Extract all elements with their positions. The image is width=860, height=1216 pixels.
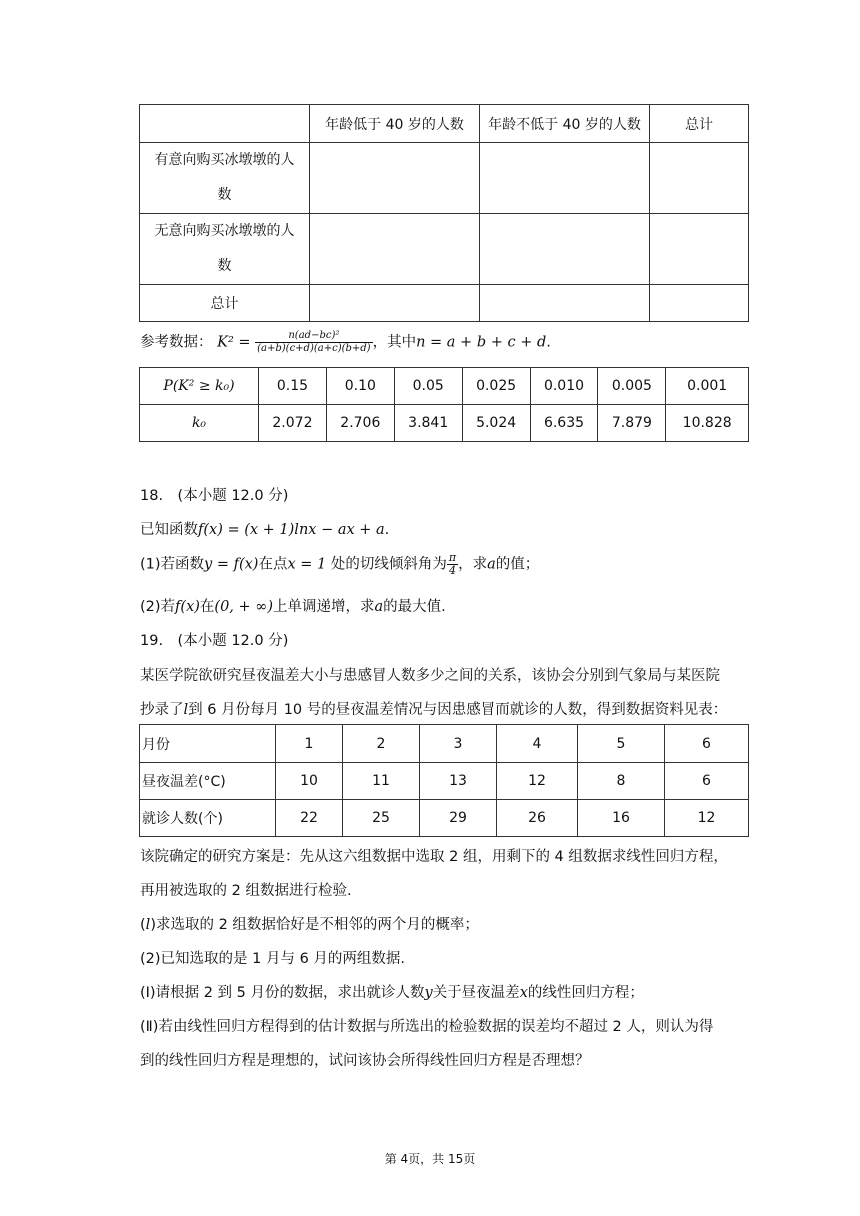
intent-table-row-label: 总计 [140,285,310,322]
page-footer: 第 4页，共 15页 [384,1152,476,1166]
q19-p2i-math: x [519,985,528,1001]
fraction-numerator: n(ad−bc)² [255,330,372,343]
q19-part2-ii-line2: 到的线性回归方程是理想的，试问该协会所得线性回归方程是否理想？ [140,1053,590,1069]
q19-p1-text: )求选取的 2 组数据恰好是不相邻的两个月的概率； [150,917,479,933]
q18-p1-math: x = 1 [287,556,327,573]
q19-p2i-text: 的线性回归方程； [527,985,644,1001]
critical-value-table [139,367,749,442]
k-value-cell: 10.828 [666,405,749,442]
intent-table-cell [650,214,749,285]
q18-p1-text: (1)若函数 [140,556,205,573]
q19-part1 [140,913,479,934]
temp-diff-row-label: 昼夜温差(°C) [140,763,276,800]
q18-p1-text: 的值； [495,556,540,573]
q19-part2-i [140,981,644,1002]
q19-stem-math: l [183,702,189,718]
p-value-cell: 0.001 [666,368,749,405]
k-value-cell: 7.879 [598,405,666,442]
q18-p2-math: a [374,599,384,615]
month-cell: 1 [276,725,343,763]
formula-lhs: K² = [217,334,251,351]
patients-cell: 12 [665,800,749,837]
q18-p2-math: f(x) [175,599,200,615]
intent-table-cell [480,214,650,285]
q18-stem-text: 已知函数 [140,522,198,538]
p-value-cell: 0.005 [598,368,666,405]
k-value-cell: 3.841 [394,405,462,442]
intent-table-corner [140,105,310,143]
fraction-denominator: 4 [448,564,456,577]
q19-part2-ii-line1: (Ⅱ)若由线性回归方程得到的估计数据与所选出的检验数据的误差均不超过 2 人，则认为得 [140,1019,714,1035]
month-cell: 6 [665,725,749,763]
q18-function: f(x) = (x + 1)lnx − ax + a [198,522,385,538]
q19-stem-text: 抄录了 [140,702,184,718]
q19-plan-line2: 再用被选取的 2 组数据进行检验. [140,883,352,899]
month-cell: 2 [343,725,420,763]
month-cell: 4 [497,725,578,763]
temp-diff-cell: 12 [497,763,578,800]
temp-diff-cell: 11 [343,763,420,800]
temp-diff-cell: 10 [276,763,343,800]
k-value-cell: 2.072 [259,405,327,442]
intent-table-cell [310,285,480,322]
intent-table-cell [650,143,749,214]
month-cell: 3 [420,725,497,763]
q19-stem-text: 到 6 月份每月 10 号的昼夜温差情况与因患感冒而就诊的人数，得到数据资料见表： [188,702,728,718]
k-row-label: k₀ [140,405,259,442]
intent-table-cell [480,143,650,214]
patients-cell: 25 [343,800,420,837]
intent-table-cell [480,285,650,322]
period: . [384,522,390,538]
fraction-numerator: π [448,551,457,564]
k-value-cell: 5.024 [462,405,530,442]
q18-p2-text: (2)若 [140,599,176,615]
q19-part2: (2)已知选取的是 1 月与 6 月的两组数据. [140,951,406,967]
p-value-cell: 0.05 [394,368,462,405]
q19-heading: 19. (本小题 12.0 分) [140,633,289,649]
q18-p2-text: 上单调递增，求 [273,599,375,615]
q18-part1 [140,552,539,577]
q19-p2i-text: 关于昼夜温差 [432,985,520,1001]
temp-diff-cell: 13 [420,763,497,800]
intent-table-cell [310,143,480,214]
p-value-cell: 0.15 [259,368,327,405]
q18-heading: 18. (本小题 12.0 分) [140,488,289,504]
temp-diff-cell: 8 [578,763,665,800]
reference-formula [140,330,551,355]
intent-table-row-label: 有意向购买冰墩墩的人数 [140,143,310,214]
patients-cell: 22 [276,800,343,837]
k-value-cell: 6.635 [530,405,598,442]
p-row-label: P(K² ≥ k₀) [140,368,259,405]
k-value-cell: 2.706 [326,405,394,442]
temperature-patient-table [139,724,749,837]
q18-part2 [140,595,446,616]
month-row-label: 月份 [140,725,276,763]
q19-plan-line1: 该院确定的研究方案是：先从这六组数据中选取 2 组，用剩下的 4 组数据求线性回归方程， [140,849,728,865]
reference-prefix: 参考数据： [140,334,213,351]
q19-stem-line2 [140,698,727,719]
q18-p1-text: 处的切线倾斜角为 [326,556,447,573]
q19-p2i-text: (Ⅰ)请根据 2 到 5 月份的数据，求出就诊人数 [140,985,425,1001]
intent-table-header: 总计 [650,105,749,143]
q18-p1-text: 在点 [258,556,288,573]
reference-suffix: ，其中 [372,334,417,351]
temp-diff-cell: 6 [665,763,749,800]
fraction-denominator: (a+b)(c+d)(a+c)(b+d) [257,343,371,354]
q18-p1-math: y = f(x) [204,556,259,573]
n-definition: n = a + b + c + d [416,334,547,351]
q18-p2-text: 在 [199,599,215,615]
p-value-cell: 0.10 [326,368,394,405]
q18-stem [140,518,389,539]
q19-p1-text: ( [140,917,146,933]
intent-table-cell [310,214,480,285]
chi-square-fraction [255,330,372,355]
intent-table-cell [650,285,749,322]
p-value-cell: 0.010 [530,368,598,405]
pi-over-4-fraction [447,552,458,577]
q19-p2i-math: y [424,985,433,1001]
q19-p1-math: l [145,917,151,933]
intent-table-header: 年龄不低于 40 岁的人数 [480,105,650,143]
q18-p2-math: (0, + ∞) [214,599,274,615]
q18-p1-math: a [487,556,496,573]
patients-row-label: 就诊人数(个) [140,800,276,837]
q18-p2-text: 的最大值. [383,599,446,615]
period: . [546,334,551,351]
intent-table-row-label: 无意向购买冰墩墩的人数 [140,214,310,285]
intent-table [139,104,749,322]
intent-table-header: 年龄低于 40 岁的人数 [310,105,480,143]
patients-cell: 16 [578,800,665,837]
month-cell: 5 [578,725,665,763]
p-value-cell: 0.025 [462,368,530,405]
q19-stem-line1: 某医学院欲研究昼夜温差大小与患感冒人数多少之间的关系，该协会分别到气象局与某医院 [140,668,720,684]
q18-p1-text: ，求 [458,556,488,573]
patients-cell: 26 [497,800,578,837]
patients-cell: 29 [420,800,497,837]
